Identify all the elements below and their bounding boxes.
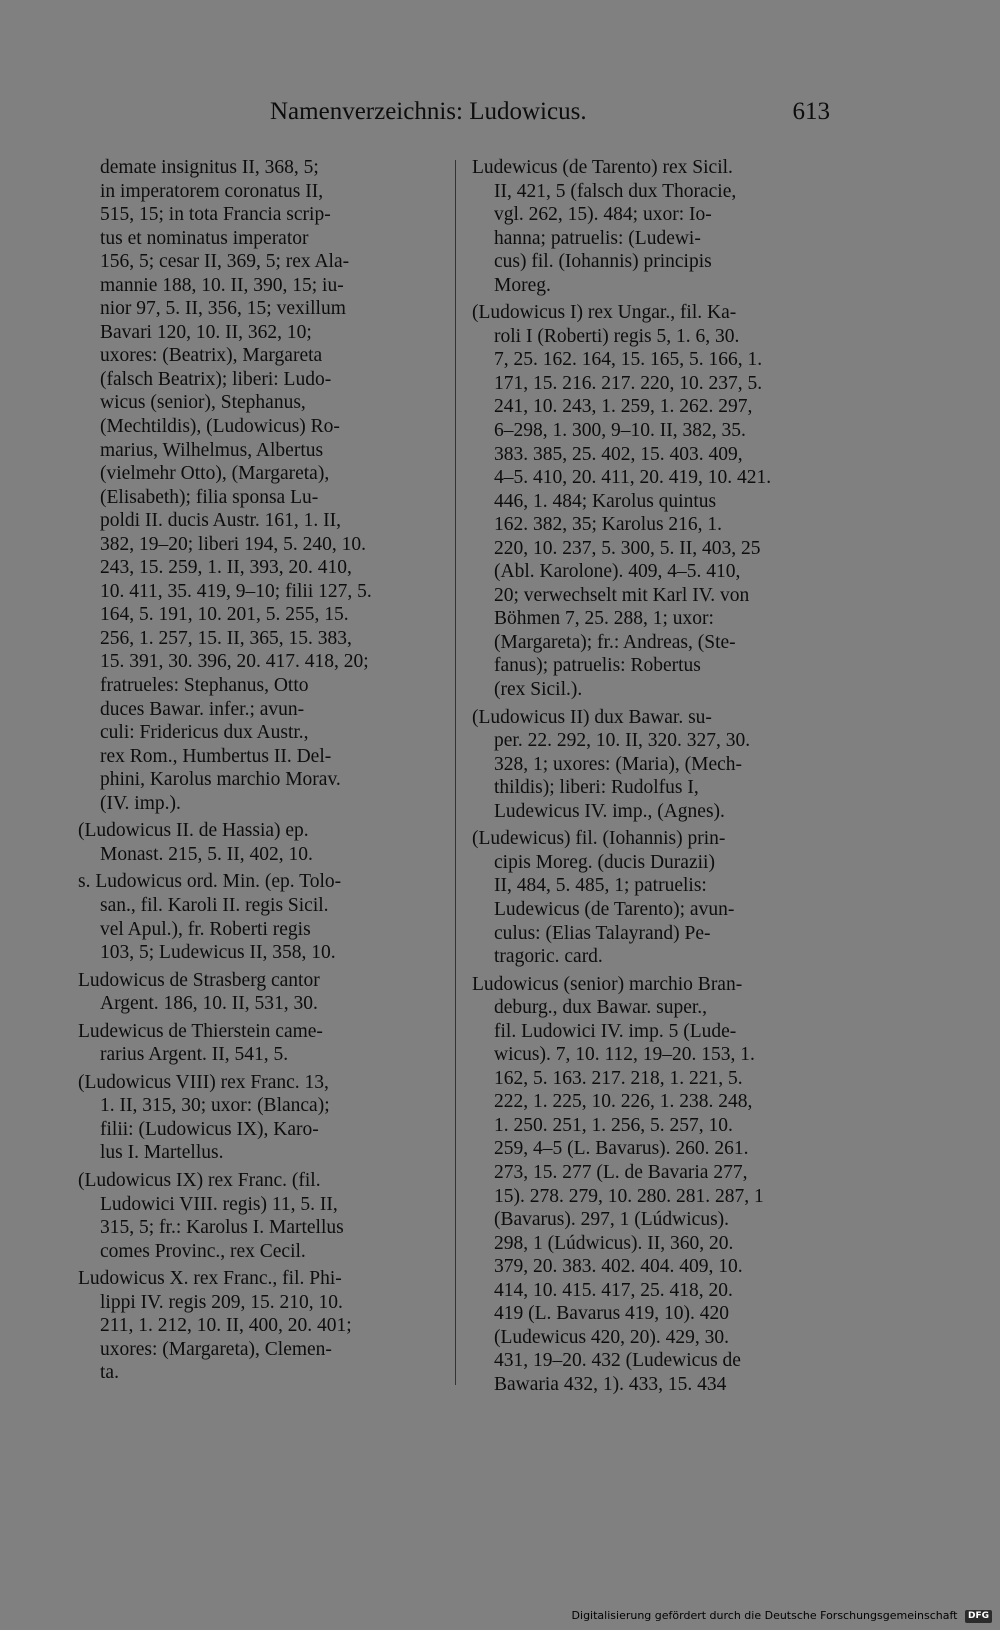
text-line: 328, 1; uxores: (Maria), (Mech- xyxy=(494,753,743,775)
text-line: fil. Ludowici IV. imp. 5 (Lude- xyxy=(494,1020,737,1042)
right-column xyxy=(472,156,832,1396)
text-line: (Abl. Karolone). 409, 4–5. 410, xyxy=(494,561,741,583)
text-line: cus) fil. (Iohannis) principis xyxy=(494,251,712,273)
text-line: Ludowicus X. rex Franc., fil. Phi- xyxy=(78,1268,342,1290)
text-line: (IV. imp.). xyxy=(100,792,181,814)
text-line: vel Apul.), fr. Roberti regis xyxy=(100,918,311,940)
text-line: 162. 382, 35; Karolus 216, 1. xyxy=(494,514,723,536)
column-divider xyxy=(455,160,456,1385)
text-line: 379, 20. 383. 402. 404. 409, 10. xyxy=(494,1256,743,1278)
text-line: Ludewicus (de Tarento) rex Sicil. xyxy=(472,157,733,178)
text-line: 15. 391, 30. 396, 20. 417. 418, 20; xyxy=(100,651,369,673)
footer-text: Digitalisierung gefördert durch die Deutsche Forschungsgemeinschaft xyxy=(571,1609,958,1622)
text-line: (rex Sicil.). xyxy=(494,679,583,701)
text-line: san., fil. Karoli II. regis Sicil. xyxy=(100,894,329,916)
text-line: fanus); patruelis: Robertus xyxy=(494,655,701,677)
text-line: rex Rom., Humbertus II. Del- xyxy=(100,745,332,767)
text-line: lippi IV. regis 209, 15. 210, 10. xyxy=(100,1291,343,1313)
text-line: 220, 10. 237, 5. 300, 5. II, 403, 25 xyxy=(494,537,761,559)
text-line: 419 (L. Bavarus 419, 10). 420 xyxy=(494,1303,730,1325)
text-line: marius, Wilhelmus, Albertus xyxy=(100,439,324,461)
text-line: Böhmen 7, 25. 288, 1; uxor: xyxy=(494,608,714,630)
text-line: 15). 278. 279, 10. 280. 281. 287, 1 xyxy=(494,1185,764,1207)
text-line: 211, 1. 212, 10. II, 400, 20. 401; xyxy=(100,1315,352,1337)
text-line: Moreg. xyxy=(494,274,551,296)
text-line: 10. 411, 35. 419, 9–10; filii 127, 5. xyxy=(100,580,372,602)
text-line: 382, 19–20; liberi 194, 5. 240, 10. xyxy=(100,533,366,555)
text-line: s. Ludowicus ord. Min. (ep. Tolo- xyxy=(78,871,342,893)
text-line: nior 97, 5. II, 356, 15; vexillum xyxy=(100,298,346,320)
text-line: 164, 5. 191, 10. 201, 5. 255, 15. xyxy=(100,604,349,626)
text-line: (Margareta); fr.: Andreas, (Ste- xyxy=(494,631,736,653)
text-line: tragoric. card. xyxy=(494,946,603,968)
text-line: rarius Argent. II, 541, 5. xyxy=(100,1044,289,1066)
text-line: 515, 15; in tota Francia scrip- xyxy=(100,204,331,226)
page-header xyxy=(270,96,830,132)
text-line: (Ludowicus VIII) rex Franc. 13, xyxy=(78,1071,329,1093)
running-head: Namenverzeichnis: Ludowicus. xyxy=(270,98,587,125)
left-column xyxy=(78,156,438,1385)
text-line: 1. 250. 251, 1. 256, 5. 257, 10. xyxy=(494,1114,733,1136)
text-line: (vielmehr Otto), (Margareta), xyxy=(100,463,330,485)
text-line: (Mechtildis), (Ludowicus) Ro- xyxy=(100,416,340,438)
text-line: (Ludowicus II. de Hassia) ep. xyxy=(78,820,309,842)
text-line: 383. 385, 25. 402, 15. 403. 409, xyxy=(494,443,743,465)
text-line: 4–5. 410, 20. 411, 20. 419, 10. 421. xyxy=(494,467,772,489)
page-number: 613 xyxy=(792,98,830,125)
text-line: Ludowici VIII. regis) 11, 5. II, xyxy=(100,1193,338,1215)
text-line: 20; verwechselt mit Karl IV. von xyxy=(494,584,750,606)
text-line: Ludewicus IV. imp., (Agnes). xyxy=(494,800,725,822)
text-line: poldi II. ducis Austr. 161, 1. II, xyxy=(100,510,342,532)
text-line: Bavari 120, 10. II, 362, 10; xyxy=(100,321,312,343)
text-line: (Ludowicus IX) rex Franc. (fil. xyxy=(78,1169,321,1191)
text-line: deburg., dux Bawar. super., xyxy=(494,997,708,1019)
text-line: (falsch Beatrix); liberi: Ludo- xyxy=(100,368,332,390)
text-line: cipis Moreg. (ducis Durazii) xyxy=(494,851,715,873)
text-line: Argent. 186, 10. II, 531, 30. xyxy=(100,993,318,1015)
text-line: thildis); liberi: Rudolfus I, xyxy=(494,777,699,799)
text-line: 259, 4–5 (L. Bavarus). 260. 261. xyxy=(494,1138,749,1160)
text-line: in imperatorem coronatus II, xyxy=(100,180,324,202)
text-line: mannie 188, 10. II, 390, 15; iu- xyxy=(100,274,344,296)
text-line: Ludowicus (senior) marchio Bran- xyxy=(472,973,743,995)
text-line: 315, 5; fr.: Karolus I. Martellus xyxy=(100,1217,344,1239)
text-line: vgl. 262, 15). 484; uxor: Io- xyxy=(494,204,712,226)
text-line: fratrueles: Stephanus, Otto xyxy=(100,675,309,697)
text-line: per. 22. 292, 10. II, 320. 327, 30. xyxy=(494,730,751,752)
text-line: uxores: (Margareta), Clemen- xyxy=(100,1338,332,1360)
footer-credit xyxy=(572,1608,992,1624)
text-line: (Bavarus). 297, 1 (Lúdwicus). xyxy=(494,1209,730,1231)
text-line: 273, 15. 277 (L. de Bavaria 277, xyxy=(494,1161,748,1183)
text-line: tus et nominatus imperator xyxy=(100,227,309,249)
text-line: 256, 1. 257, 15. II, 365, 15. 383, xyxy=(100,627,352,649)
text-line: 162, 5. 163. 217. 218, 1. 221, 5. xyxy=(494,1067,743,1089)
text-line: 241, 10. 243, 1. 259, 1. 262. 297, xyxy=(494,396,753,418)
text-line: 171, 15. 216. 217. 220, 10. 237, 5. xyxy=(494,372,763,394)
text-line: (Elisabeth); filia sponsa Lu- xyxy=(100,486,319,508)
text-line: 298, 1 (Lúdwicus). II, 360, 20. xyxy=(494,1232,734,1254)
text-line: Ludewicus (de Tarento); avun- xyxy=(494,898,735,920)
text-line: phini, Karolus marchio Morav. xyxy=(100,769,341,791)
text-line: culus: (Elias Talayrand) Pe- xyxy=(494,922,711,944)
text-line: filii: (Ludowicus IX), Karo- xyxy=(100,1118,319,1140)
text-line: hanna; patruelis: (Ludewi- xyxy=(494,227,701,249)
text-line: 431, 19–20. 432 (Ludewicus de xyxy=(494,1350,741,1372)
text-line: 222, 1. 225, 10. 226, 1. 238. 248, xyxy=(494,1091,753,1113)
text-line: 1. II, 315, 30; uxor: (Blanca); xyxy=(100,1095,330,1117)
text-line: II, 421, 5 (falsch dux Thoracie, xyxy=(494,180,737,202)
text-line: 6–298, 1. 300, 9–10. II, 382, 35. xyxy=(494,420,746,442)
text-line: 446, 1. 484; Karolus quintus xyxy=(494,490,717,512)
text-line: Ludewicus de Thierstein came- xyxy=(78,1020,323,1042)
text-line: (Ludewicus) fil. (Iohannis) prin- xyxy=(472,828,726,850)
text-line: ta. xyxy=(100,1362,119,1384)
text-line: wicus). 7, 10. 112, 19–20. 153, 1. xyxy=(494,1044,755,1066)
text-line: (Ludowicus I) rex Ungar., fil. Ka- xyxy=(472,302,737,324)
dfg-logo: DFG xyxy=(965,1610,992,1623)
text-line: (Ludewicus 420, 20). 429, 30. xyxy=(494,1326,730,1348)
text-line: 414, 10. 415. 417, 25. 418, 20. xyxy=(494,1279,733,1301)
text-line: demate insignitus II, 368, 5; xyxy=(100,157,319,178)
text-line: Bawaria 432, 1). 433, 15. 434 xyxy=(494,1373,727,1395)
text-line: 156, 5; cesar II, 369, 5; rex Ala- xyxy=(100,251,350,273)
text-line: 7, 25. 162. 164, 15. 165, 5. 166, 1. xyxy=(494,349,763,371)
text-line: 243, 15. 259, 1. II, 393, 20. 410, xyxy=(100,557,352,579)
text-line: Ludowicus de Strasberg cantor xyxy=(78,969,320,991)
text-line: lus I. Martellus. xyxy=(100,1142,224,1164)
text-line: duces Bawar. infer.; avun- xyxy=(100,698,305,720)
text-line: roli I (Roberti) regis 5, 1. 6, 30. xyxy=(494,325,740,347)
text-line: uxores: (Beatrix), Margareta xyxy=(100,345,323,367)
text-line: comes Provinc., rex Cecil. xyxy=(100,1240,306,1262)
text-line: (Ludowicus II) dux Bawar. su- xyxy=(472,706,712,728)
text-line: wicus (senior), Stephanus, xyxy=(100,392,306,414)
text-line: II, 484, 5. 485, 1; patruelis: xyxy=(494,875,707,897)
text-line: 103, 5; Ludewicus II, 358, 10. xyxy=(100,942,336,964)
text-line: Monast. 215, 5. II, 402, 10. xyxy=(100,843,313,865)
text-line: culi: Fridericus dux Austr., xyxy=(100,722,309,744)
